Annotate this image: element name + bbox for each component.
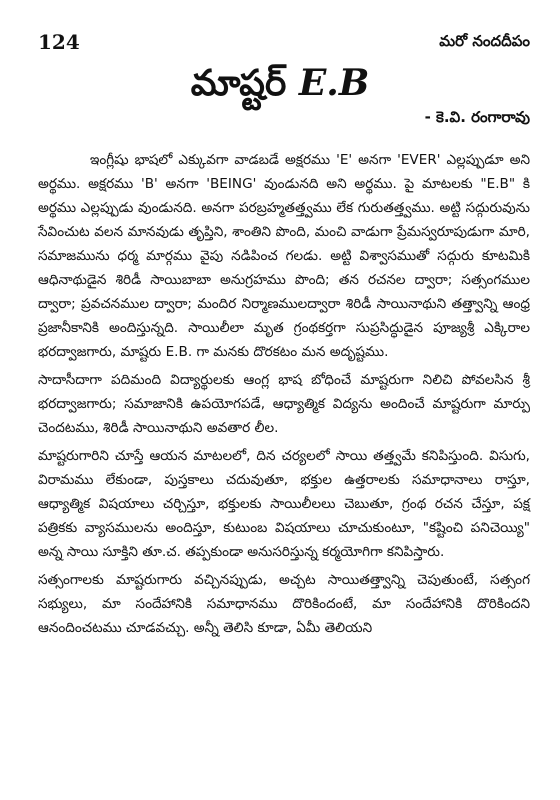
running-header: [38, 30, 530, 54]
paragraph-3: మాష్టరుగారిని చూస్తే ఆయన మాటలలో, దిన చర్యలలో సాయి తత్త్వమే కనిపిస్తుంది. విసుగు, విరామము లేకుండా, పుస్తకాలు చదువుతూ, భక్తుల ఉత్తరాలకు సమాధానాలు రాస్తూ, ఆధ్యాత్మిక విషయాలు చర్చిస్తూ, భక్తులకు సాయిలీలలు చెబుతూ, గ్రంథ రచన చేస్తూ, పక్ష పత్రికకు వ్యాసములను అందిస్తూ, కుటుంబ విషయాలు చూచుకుంటూ, "కష్టించి పనిచెయ్యి" అన్న సాయి సూక్తిని తూ.చ. తప్పకుండా అనుసరిస్తున్న కర్మయోగిగా కనిపిస్తారు.: [38, 448, 530, 560]
chapter-title-latin: E.B: [298, 62, 370, 104]
author-byline: - కె.వి. రంగారావు: [424, 108, 530, 126]
book-title: మరో నందదీపం: [439, 32, 530, 50]
body-text: [38, 148, 530, 640]
paragraph-1: ఇంగ్లీషు భాషలో ఎక్కువగా వాడబడే అక్షరము 'E' అనగా 'EVER' ఎల్లప్పుడూ అని అర్థము. అక్షరము 'B' అనగా 'BEING' వుండునది అని అర్థము. పై మాటలకు "E.B" కి అర్థము ఎల్లప్పుడు వుండునది. అనగా పరబ్రహ్మతత్త్వము లేక గురుతత్త్వము. అట్టి సద్గురువును సేవించుట వలన మానవుడు తృప్తిని, శాంతిని పొంది, మంచి వాడుగా ప్రేమస్వరూపుడుగా మారి, సమాజమును ధర్మ మార్గము వైపు నడిపించ గలడు. అట్టి విశ్వాసముతో సద్గురు కూటమికి ఆధినాథుడైన శిరిడీ సాయిబాబా అనుగ్రహము పొంది; తన రచనల ద్వారా; సత్సంగముల ద్వారా; ప్రవచనముల ద్వారా; మందిర నిర్మాణములద్వారా శిరిడీ సాయినాథుని తత్త్వాన్ని ఆంధ్ర ప్రజానీకానికి అందిస్తున్నది. సాయిలీలా మృత గ్రంథకర్తగా సుప్రసిద్ధుడైన పూజ్యశ్రీ ఎక్కిరాల భరద్వాజగారు, మాష్టరు E.B. గా మనకు దొరకటం మన అదృష్టము.: [38, 152, 530, 360]
page-number: 124: [38, 30, 80, 54]
paragraph-2: సాదాసీదాగా పదిమంది విద్యార్థులకు ఆంగ్ల భాష బోధించే మాష్టరుగా నిలిచి పోవలసిన శ్రీ భరద్వాజగారు; సమాజానికి ఉపయోగపడే, ఆధ్యాత్మిక విద్యను అందించే మాష్టరుగా మార్పు చెందటము, శిరిడీ సాయినాథుని అవతార లీల.: [38, 372, 530, 436]
chapter-title: [0, 62, 560, 113]
chapter-title-telugu: మాష్టర్: [190, 63, 287, 104]
paragraph-4: సత్సంగాలకు మాష్టరుగారు వచ్చినప్పుడు, అచ్చట సాయితత్త్వాన్ని చెపుతుంటే, సత్సంగ సభ్యులు, మా సందేహానికి సమాధానము దొరికిందంటే, మా సందేహానికి దొరికిందని ఆనందించటము చూడవచ్చు. అన్నీ తెలిసి కూడా, ఏమీ తెలియని: [38, 572, 530, 636]
